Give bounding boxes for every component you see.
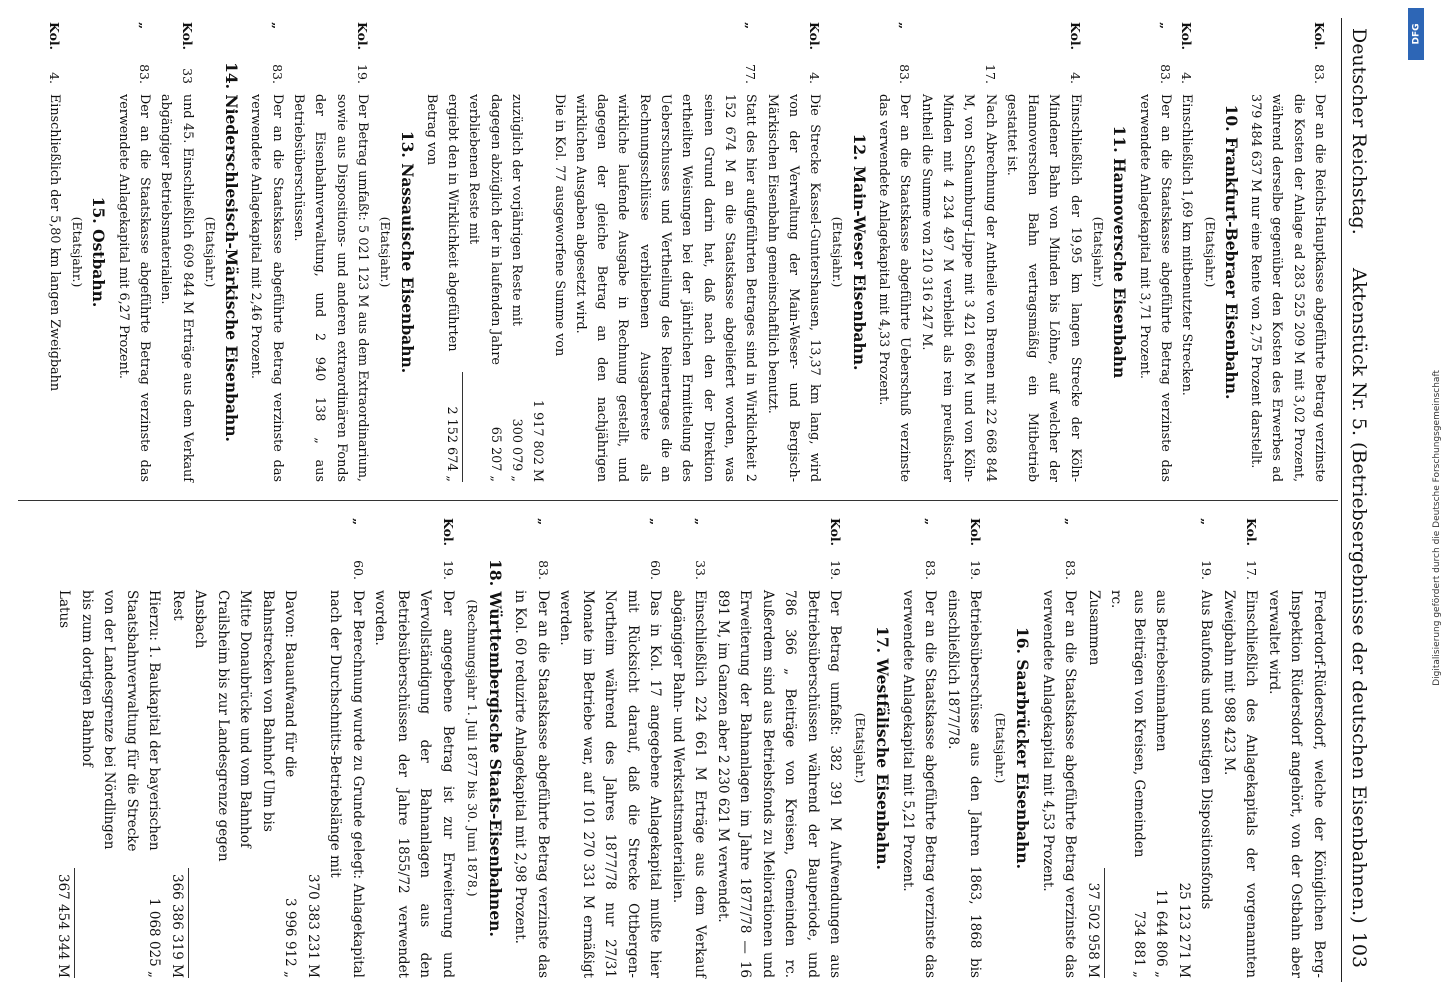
section-title: 15. Ostbahn. <box>89 196 109 308</box>
column-number: 83. <box>269 64 285 84</box>
amount-label: aus Beiträgen von Kreisen, Gemeinden rc. <box>1108 590 1147 858</box>
column-number: 19. <box>828 560 844 580</box>
column-number: 17. <box>1244 560 1260 580</box>
kol-marker: Kol. <box>354 22 370 51</box>
kol-marker: Kol. <box>968 518 984 547</box>
amount-value: 25 123 271 M <box>1176 882 1192 978</box>
section-title: 14. Niederschlesisch-Märkische Eisenbahn. <box>222 62 242 442</box>
entry-text: Der an die Staatskasse abgeführte Betrag verzinste das verwendete Anlagekapital mit 2,46 Prozent. <box>248 94 285 482</box>
entry-text: Aus Baufonds und sonstigen Dispositionsfonds <box>1198 590 1215 910</box>
section-subtitle: (Etatsjahr.) <box>378 216 394 288</box>
amount-value: 367 454 344 M <box>52 868 76 978</box>
kol-marker: „ <box>1157 22 1173 30</box>
column-number: 19. <box>441 560 456 580</box>
column-number: 83. <box>1063 560 1079 580</box>
column-number: 83. <box>1312 64 1327 84</box>
entry-text: Statt des hier aufgeführten Betrages sind in Wirklichkeit 2 152 674 M an die Staatskasse abgeliefert worden, was seinen Grund darin hat, daß nach den der Direktion ertheilten Weisungen bei der jährlichen Ermittelung des Ueberschusses und Vertheilung des Reinertrages die an Rechnungsschlüsse verbliebenen Ausgabereste als wirkliche laufende Ausgabe in Rechnung gestellt, und dagegen der gleiche Betrag an den nachjährigen wirklichen Ausgaben abgesetzt wird. <box>572 94 759 482</box>
amount-line <box>1173 518 1196 978</box>
column-entry <box>712 518 847 978</box>
column-entry <box>873 22 916 482</box>
amount-label <box>302 590 325 868</box>
kol-marker: „ <box>136 22 152 30</box>
column-entry <box>1195 518 1218 978</box>
kol-marker: Kol. <box>1179 22 1195 51</box>
column-number: 60. <box>351 560 366 580</box>
column-number: 4. <box>1067 72 1083 84</box>
right-entries-2 <box>324 518 1082 978</box>
amount-line <box>302 518 325 978</box>
amount-label: Davon: Bauaufwand für die Bahnstrecken von Bahnhof Ulm bis Mitte Donaubrücke und vom Bahnhof Crailsheim bis zur Landesgrenze gegen Ansbach <box>192 590 299 862</box>
entry-text: Der Berechnung wurde zu Grunde gelegt: Anlagekapital nach der Durchschnitts-Betriebslänge mit <box>327 590 366 978</box>
amount-label <box>1173 590 1196 868</box>
column-number: 33. <box>693 560 709 580</box>
column-number: 83. <box>536 560 551 580</box>
entry-text: Der an die Staatskasse abgeführte Ueberschuß verzinste das verwendete Anlagekapital mit 4,33 Prozent. <box>876 94 913 482</box>
entry-text: Der an die Reichs-Hauptkasse abgeführte Betrag verzinste die Kosten der Anlage ad 283 525 209 M mit 3,02 Prozent, während derselbe gegenüber den Kosten des Erwerbes ad 379 484 637 M nur eine Rente von 2,75 Prozent darstellt. <box>1248 94 1327 482</box>
amount-value: 11 644 806 „ <box>1153 889 1170 978</box>
section-title: 11. Hannoversche Eisenbahn <box>1110 125 1130 379</box>
figure-label: dagegen abzüglich der in laufenden Jahre verbliebenen Reste mit <box>466 94 503 365</box>
entry-text: Der an die Staatskasse abgeführte Betrag verzinste das in Kol. 60 reduzirte Anlagekapital mit 2,98 Prozent. <box>512 590 551 978</box>
kol-marker: Kol. <box>807 22 823 51</box>
kol-marker: „ <box>743 22 759 30</box>
column-entry <box>324 518 369 978</box>
amount-line <box>1082 518 1106 978</box>
section-subtitle: (Etatsjahr.) <box>1202 216 1218 288</box>
kol-marker: Kol. <box>1312 22 1327 51</box>
amount-line <box>189 518 302 978</box>
kol-marker: Kol. <box>46 22 62 51</box>
entry-text: Der an die Staatskasse abgeführte Betrag verzinste das verwendete Anlagekapital mit 3,71 Prozent. <box>1136 94 1173 482</box>
amount-value: 1 068 025 „ <box>146 898 163 978</box>
kol-marker: Kol. <box>828 518 844 547</box>
figure-label: ergiebt den in Wirklichkeit abgeführten Betrag von <box>423 94 461 352</box>
section-subtitle: (Etatsjahr.) <box>993 712 1008 784</box>
entry-text: Einschließlich der 5,80 km langen Zweigbahn <box>46 94 62 392</box>
amount-label: Latus <box>56 590 73 629</box>
right-column <box>52 518 1330 978</box>
left-column <box>43 22 1330 482</box>
header-left: Deutscher Reichstag. <box>1348 28 1370 235</box>
kol-marker: „ <box>536 518 551 526</box>
column-entry <box>942 518 987 978</box>
column-entry <box>761 22 825 482</box>
left-figures <box>421 22 570 482</box>
column-number: 4. <box>46 72 62 84</box>
column-divider <box>18 500 1338 501</box>
section-title: 10. Frankfurt-Bebraer Eisenbahn. <box>1221 104 1241 400</box>
entry-text: und 45. Einschließlich 609 844 M Erträge aus dem Verkauf abgängiger Betriebsmaterialien. <box>158 94 195 482</box>
column-entry <box>554 518 667 978</box>
amount-label: Hierzu: 1. Baukapital der bayerischen Staatsbahnverwaltung für die Strecke von der Landesgrenze bei Nördlingen bis zum dortigen Bahnhof <box>79 590 163 852</box>
amount-value: 37 502 958 M <box>1082 868 1106 978</box>
section-title: 17. Westfälische Eisenbahn. <box>873 626 893 870</box>
kol-marker: „ <box>269 22 285 30</box>
column-number: 17. <box>982 64 998 84</box>
figure-intro: Die in Kol. 77 ausgeworfene Summe von <box>551 94 567 357</box>
column-entry <box>667 518 712 978</box>
amount-value: 734 881 „ <box>1131 910 1147 978</box>
amount-line <box>1150 518 1173 978</box>
left-entries <box>570 22 1330 482</box>
column-number: 60. <box>648 560 664 580</box>
column-entry <box>1037 518 1082 978</box>
kol-marker: „ <box>351 518 366 526</box>
amount-line <box>166 518 190 978</box>
entry-text: Einschließlich des Anlagekapitals der vorgenannten Zweigbahn mit 988 423 M. <box>1221 590 1260 978</box>
entry-text: Nach Abrechnung der Antheile von Bremen mit 22 668 844 M, von Schaumburg-Lippe mit 3 421 686 M und von Köln-Minden mit 4 234 497 M verbleibt als rein preußischer Antheil die Summe von 210 316 247 M. <box>918 94 998 482</box>
column-number: 83. <box>1157 64 1173 84</box>
amount-value: 370 383 231 M <box>305 874 321 978</box>
section-subtitle: (Etatsjahr.) <box>853 712 868 784</box>
section-subtitle: (Etatsjahr.) <box>1091 216 1107 288</box>
figure-line <box>463 22 506 482</box>
amount-value: 3 996 912 „ <box>282 898 299 978</box>
figure-amount: 1 917 802 M <box>530 400 546 482</box>
entry-text: Die Strecke Kassel-Guntershausen, 13,37 km lang, wird von der Verwaltung der Main-Weser- und Bergisch-Märkischen Eisenbahn gemeinschaftlich benutzt. <box>764 94 823 482</box>
section-title: 12. Main-Weser Eisenbahn. <box>849 133 869 371</box>
column-entry <box>1245 22 1330 482</box>
column-number: 83. <box>897 64 913 84</box>
entry-text: Der angegebene Betrag ist zur Erweiterung und Vervollständigung der Bahnanlagen aus den Betriebsüberschüssen der Jahre 1855/72 verwendet worden. <box>372 590 456 978</box>
figure-line <box>506 22 527 482</box>
section-title: 18. Württembergische Staats-Eisenbahnen. <box>486 559 505 937</box>
kol-marker: „ <box>923 518 939 526</box>
section-subtitle: (Etatsjahr.) <box>70 216 86 288</box>
entry-text: Der Betrag umfaßt: 5 021 123 M aus dem Extraordinarium, sowie aus Dispositions- und anderen extraordinären Fonds der Eisenbahnverwaltung, und 2 940 138 „ aus Betriebsüberschüssen. <box>291 94 370 482</box>
column-entry <box>1176 22 1197 482</box>
column-entry <box>369 518 459 978</box>
column-number: 19. <box>354 64 370 84</box>
kol-marker: „ <box>648 518 664 526</box>
section-title: 16. Saarbrücker Eisenbahn. <box>1013 626 1033 870</box>
scan-sidebar <box>1406 0 1442 1000</box>
amount-label: Rest <box>170 590 186 621</box>
kol-marker: „ <box>693 518 709 526</box>
column-entry <box>915 22 1000 482</box>
page-header <box>1341 18 1386 982</box>
column-entry <box>1263 518 1331 978</box>
header-center: Aktenstück Nr. 5. (Betriebsergebnisse der deutschen Eisenbahnen.) <box>1348 268 1370 924</box>
kol-marker: Kol. <box>1244 518 1260 547</box>
column-number: 19. <box>968 560 984 580</box>
figure-line <box>421 22 464 482</box>
column-entry <box>1133 22 1176 482</box>
column-entry <box>1001 22 1086 482</box>
section-title: 13. Nassauische Eisenbahn. <box>397 130 417 374</box>
entry-text: Der an die Staatskasse abgeführte Betrag verzinste das verwendete Anlagekapital mit 4,53 Prozent. <box>1040 590 1079 978</box>
figure-label: zuzüglich der vorjährigen Reste mit <box>509 94 525 327</box>
section-subtitle: (Rechnungsjahr 1. Juli 1877 bis 30. Juni 1878.) <box>465 599 481 897</box>
kol-marker: „ <box>1199 518 1215 526</box>
entry-text: Einschließlich 224 661 M Erträge aus dem Verkauf abgängiger Bahn- und Werkstattsmaterialien. <box>670 590 709 978</box>
section-subtitle: (Etatsjahr.) <box>830 216 846 288</box>
kol-marker: Kol. <box>179 22 195 51</box>
digitization-note: Digitalisierung gefördert durch die Deutsche Forschungsgemeinschaft <box>1432 370 1442 686</box>
column-entry <box>897 518 942 978</box>
kol-marker: Kol. <box>1067 22 1083 51</box>
column-entry <box>155 22 198 482</box>
column-entry <box>288 22 373 482</box>
amount-line <box>76 518 166 978</box>
figure-amount: 300 079 „ <box>509 418 525 482</box>
entry-text: Der an die Staatskasse abgeführte Betrag verzinste das verwendete Anlagekapital mit 5,21 Prozent. <box>900 590 939 978</box>
column-number: 33 <box>179 68 195 84</box>
left-entries-2 <box>43 22 417 482</box>
column-entry <box>1218 518 1263 978</box>
column-entry <box>570 22 762 482</box>
right-entries <box>1195 518 1330 978</box>
dfg-logo: DFG <box>1408 8 1424 60</box>
column-number: 83. <box>136 64 152 84</box>
column-number: 19. <box>1199 560 1215 580</box>
entry-text: Das in Kol. 17 angegebene Anlagekapital mußte hier mit Rücksicht darauf, daß die Strecke Ottbergen-Northeim während des Jahres 1877/78 nur 27/31 Monate im Betriebe war, auf 101 270 331 M ermäßigt werden. <box>557 590 664 978</box>
page-number: 103 <box>1348 931 1370 968</box>
amount-value: 366 386 319 M <box>166 868 190 978</box>
entry-text: Betriebsüberschüsse aus den Jahren 1863, 1868 bis einschließlich 1877/78. <box>945 590 984 978</box>
figure-amount: 65 207 „ <box>487 426 503 482</box>
figure-amount: 2 152 674 „ <box>421 372 464 482</box>
entry-text: Einschließlich 1,69 km mitbenutzter Strecken. <box>1179 94 1195 396</box>
entry-text: Der an die Staatskasse abgeführte Betrag verzinste das verwendete Anlagekapital mit 6,27 Prozent. <box>115 94 152 482</box>
column-number: 4. <box>807 72 823 84</box>
figure-line <box>527 22 548 482</box>
column-entry <box>245 22 288 482</box>
column-entry <box>509 518 554 978</box>
section-subtitle: (Etatsjahr.) <box>202 216 218 288</box>
amount-label: aus Betriebseinnahmen <box>1153 590 1170 752</box>
entry-text: Der Betrag umfaßt: 382 391 M Aufwendungen aus Betriebsüberschüssen während der Bauperiode, und 786 366 „ Beiträge von Kreisen, Gemeinden rc. Außerdem sind aus Betriebsfonds zu Meliorationen und Erweiterung der Bahnanlagen im Jahre 1877/78 — 16 891 M, im Ganzen aber 2 230 621 M verwendet. <box>715 590 844 978</box>
entry-text: Einschließlich der 19,95 km langen Strecke der Köln-Mindener Bahn von Minden bis Löhne, auf welcher der Hannoverschen Bahn vertragsmäßig ein Mitbetrieb gestattet ist. <box>1003 94 1083 482</box>
column-number: 77. <box>743 64 759 84</box>
amount-label: Zusammen <box>1086 590 1102 666</box>
kol-marker: „ <box>1063 518 1079 526</box>
entry-text: Frederdorf-Rüdersdorf, welche der Königlichen Berg-Inspektion Rüdersdorf angehört, von der Ostbahn aber verwaltet wird. <box>1266 590 1327 978</box>
column-entry <box>112 22 155 482</box>
amount-line <box>52 518 76 978</box>
column-entry <box>43 22 64 482</box>
right-amounts-2 <box>52 518 324 978</box>
kol-marker: Kol. <box>441 518 456 547</box>
kol-marker: „ <box>897 22 913 30</box>
amount-line <box>1105 518 1150 978</box>
column-number: 83. <box>923 560 939 580</box>
right-amounts <box>1082 518 1196 978</box>
column-number: 4. <box>1179 72 1195 84</box>
